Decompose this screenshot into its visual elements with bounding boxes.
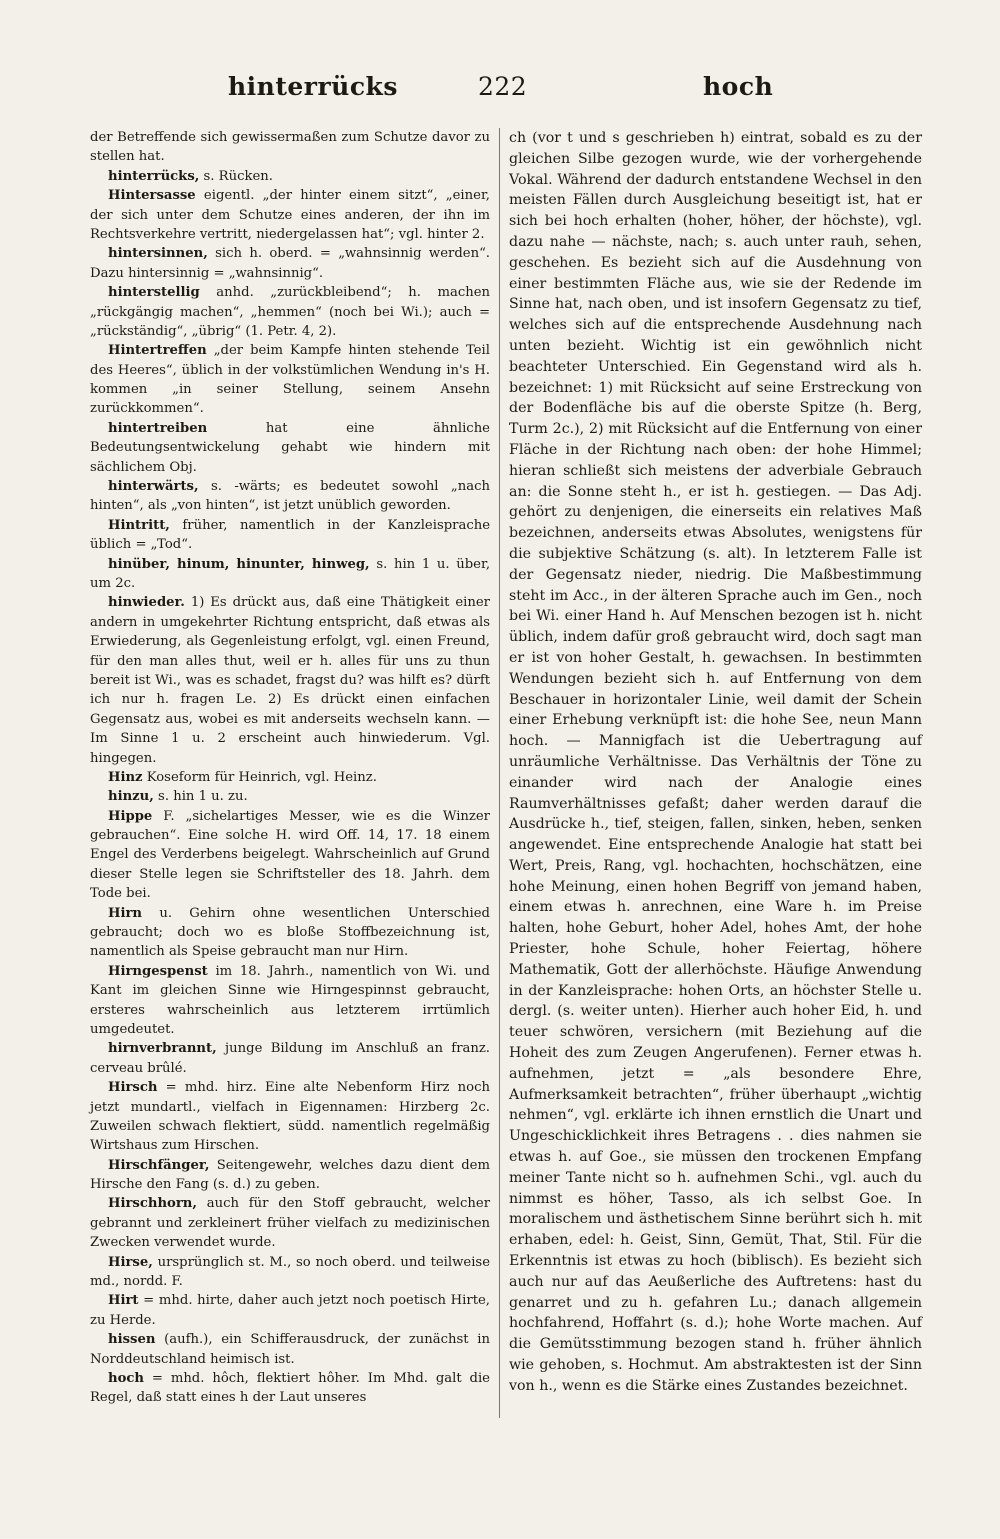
entry-text: der Betreffende sich gewissermaßen zum Schutze davor zu stellen hat. <box>90 130 490 165</box>
entry-text: auch für den Stoff gebraucht, welcher gebrannt und zerkleinert früher vielfach zu medizinischen Zwecken verwendet wurde. <box>90 1196 490 1251</box>
entry-text: ursprünglich st. M., so noch oberd. und teilweise md., nordd. F. <box>90 1254 490 1290</box>
dictionary-entry <box>90 128 490 167</box>
dictionary-entry <box>90 186 490 244</box>
dictionary-entry <box>509 128 922 1397</box>
entry-text: „der beim Kampfe hinten stehende Teil des Heeres“, üblich in der volkstümlichen Wendung in's H. kommen „in seiner Stellung, seinem Ansehn zurückkommen“. <box>90 343 490 417</box>
dictionary-entry <box>90 962 490 1040</box>
entry-headword: Hirngespenst <box>108 963 208 979</box>
dictionary-entry <box>90 419 490 477</box>
entry-text: = mhd. hôch, flektiert hôher. Im Mhd. galt die Regel, daß statt eines h der Laut unseres <box>90 1371 490 1406</box>
entry-headword: Hintertreffen <box>108 343 207 359</box>
dictionary-entry <box>90 787 490 806</box>
dictionary-entry <box>90 904 490 962</box>
entry-text: junge Bildung im Anschluß an franz. cerveau brûlé. <box>90 1041 490 1076</box>
dictionary-entry <box>90 1253 490 1292</box>
entry-headword: hoch <box>108 1371 145 1386</box>
entry-text: Seitengewehr, welches dazu dient dem Hirsche den Fang (s. d.) zu geben. <box>90 1157 490 1193</box>
dictionary-entry <box>90 516 490 555</box>
entry-headword: Hinz <box>108 769 143 785</box>
dictionary-entry <box>90 283 490 341</box>
entry-headword: hinterrücks, <box>108 168 200 184</box>
dictionary-entry <box>90 477 490 516</box>
dictionary-entry <box>90 555 490 594</box>
dictionary-entry <box>90 1194 490 1252</box>
entry-text: früher, namentlich in der Kanzleisprache üblich = „Tod“. <box>90 517 490 553</box>
entry-headword: Hippe <box>108 808 153 824</box>
dictionary-entry <box>90 1369 490 1408</box>
entry-text: hat eine ähnliche Bedeutungsentwickelung gehabt wie hindern mit sächlichem Obj. <box>90 420 490 475</box>
entry-headword: Hirschfänger, <box>108 1157 210 1173</box>
entry-headword: Hirsch <box>108 1080 158 1096</box>
entry-headword: Hintritt, <box>108 517 170 533</box>
entry-text: u. Gehirn ohne wesentlichen Unterschied gebraucht; doch wo es bloße Stoffbezeichnung ist, namentlich als Speise gebraucht man nur Hirn. <box>90 905 490 960</box>
dictionary-entry <box>90 167 490 186</box>
entry-headword: Hintersasse <box>108 188 196 204</box>
dictionary-entry <box>90 768 490 787</box>
entry-headword: hinterwärts, <box>108 479 199 495</box>
entry-text: s. -wärts; es bedeutet sowohl „nach hinten“, als „von hinten“, ist jetzt unüblich geworden. <box>90 479 490 514</box>
entry-text: (aufh.), ein Schifferausdruck, der zunächst in Norddeutschland heimisch ist. <box>90 1332 490 1367</box>
running-head-left: hinterrücks <box>228 72 398 101</box>
entry-text: s. Rücken. <box>199 168 273 184</box>
entry-text: F. „sichelartiges Messer, wie es die Winzer gebrauchen“. Eine solche H. wird Off. 14, 17. 18 einem Engel des Verderbens beigelegt. Wahrscheinlich auf Grund dieser Stelle legen sie Schriftsteller des 18. Jahrh. dem Tode bei. <box>90 808 490 902</box>
dictionary-entry <box>90 1330 490 1369</box>
entry-text: Koseform für Heinrich, vgl. Heinz. <box>142 769 377 785</box>
dictionary-entry <box>90 1291 490 1330</box>
entry-text: 1) Es drückt aus, daß eine Thätigkeit einer andern in umgekehrter Richtung entspricht, daß etwas als Erwiederung, als Gegenleistung erfolgt, vgl. einen Freund, für den man alles thut, weil er h. alles für uns zu thun bereit ist Wi., was es schadet, fragst du? was hilft es? dürft ich nur h. fragen Le. 2) Es drückt einen einfachen Gegensatz aus, wobei es mit anderseits wechseln kann. — Im Sinne 1 u. 2 erscheint auch hinwiederum. Vgl. hingegen. <box>90 595 490 766</box>
entry-headword: hirnverbrannt, <box>108 1041 217 1057</box>
entry-headword: hinüber, hinum, hinunter, hinweg, <box>108 556 370 572</box>
dictionary-entry <box>90 1156 490 1195</box>
page-number: 222 <box>478 72 528 101</box>
entry-headword: hinterstellig <box>108 285 200 301</box>
entry-headword: hintertreiben <box>108 420 208 436</box>
dictionary-entry <box>90 807 490 904</box>
running-head-right: hoch <box>703 72 774 101</box>
entry-headword: hissen <box>108 1332 156 1348</box>
right-column <box>509 128 922 1397</box>
entry-headword: hinzu, <box>108 789 154 805</box>
entry-text: = mhd. hirz. Eine alte Nebenform Hirz noch jetzt mundartl., vielfach in Eigennamen: Hirzberg 2c. Zuweilen schwach flektiert, südd. namentlich regelmäßig Wirtshaus zum Hirschen. <box>90 1080 490 1154</box>
entry-text: anhd. „zurückbleibend“; h. machen „rückgängig machen“, „hemmen“ (noch bei Wi.); auch = „rückständig“, „übrig“ (1. Petr. 4, 2). <box>90 285 490 339</box>
entry-headword: Hirn <box>108 905 143 921</box>
entry-headword: Hirschhorn, <box>108 1196 197 1212</box>
entry-headword: hinwieder. <box>108 595 185 611</box>
dictionary-entry <box>90 341 490 419</box>
entry-headword: Hirt <box>108 1293 139 1309</box>
entry-text: ch (vor t und s geschrieben h) eintrat, sobald es zu der gleichen Silbe gezogen wurde, wie der vorhergehende Vokal. Während der dadurch entstandene Wechsel in den meisten Fällen durch Ausgleichung beseitigt ist, hat er sich bei hoch erhalten (hoher, höher, der höchste), vgl. dazu nahe — nächste, nach; s. auch unter rauh, sehen, geschehen. Es bezieht sich auf die Ausdehnung von einer bestimmten Fläche aus, wie sie der Redende im Sinne hat, nach oben, und ist insofern Gegensatz zu tief, welches sich auf die entsprechende Ausdehnung nach unten bezieht. Wichtig ist ein gewöhnlich nicht beachteter Unterschied. Ein Gegenstand wird als h. bezeichnet: 1) mit Rücksicht auf seine Erstreckung von der Bodenfläche bis auf die oberste Spitze (h. Berg, Turm 2c.), 2) mit Rücksicht auf die Entfernung von einer Fläche in der Richtung nach oben: der hohe Himmel; hieran schließt sich meistens der adverbiale Gebrauch an: die Sonne steht h., er ist h. gestiegen. — Das Adj. gehört zu denjenigen, die einerseits ein relatives Maß bezeichnen, anderseits etwas Absolutes, wenigstens für die subjektive Schätzung (s. alt). In letzterem Falle ist der Gegensatz nieder, niedrig. Die Maßbestimmung steht im Acc., in der älteren Sprache auch im Gen., noch bei Wi. einer Hand h. Auf Menschen bezogen ist h. nicht üblich, indem dafür groß gebraucht wird, doch sagt man er ist von hoher Gestalt, h. gewachsen. In bestimmten Wendungen bezieht sich h. auf Entfernung von dem Beschauer in horizontaler Linie, weil damit der Schein einer Erhebung verknüpft ist: die hohe See, neun Mann hoch. — Mannigfach ist die Uebertragung auf unräumliche Verhältnisse. Das Verhältnis der Töne zu einander wird nach der Analogie eines Raumverhältnisses gefaßt; daher werden darauf die Ausdrücke h., tief, steigen, fallen, sinken, heben, senken angewendet. Eine entsprechende Analogie hat statt bei Wert, Preis, Rang, vgl. hochachten, hochschätzen, eine hohe Meinung, einen hohen Begriff von jemand haben, einem etwas h. anrechnen, eine Ware h. im Preise halten, hohe Geburt, hoher Adel, hohes Amt, der hohe Priester, hohe Schule, hoher Feiertag, höhere Mathematik, Gott der allerhöchste. Häufige Anwendung in der Kanzleisprache: hohen Orts, an höchster Stelle u. dergl. (s. weiter unten). Hierher auch hoher Eid, h. und teuer schwören, versichern (mit Beziehung auf die Hoheit des zum Zeugen Angerufenen). Ferner etwas h. aufnehmen, jetzt = „als besondere Ehre, Aufmerksamkeit betrachten“, früher überhaupt „wichtig nehmen“, vgl. erklärte ich ihnen ernstlich die Unart und Ungeschicklichkeit ihres Betragens . . dies nahmen sie etwas h. auf Goe., sie müssen den trockenen Empfang meiner Tante nicht so h. aufnehmen Schi., vgl. auch du nimmst es höher, Tasso, als ich selbst Goe. In moralischem und ästhetischem Sinne berührt sich h. mit erhaben, edel: h. Geist, Sinn, Gemüt, That, Stil. Für die Erkenntnis ist etwas zu hoch (biblisch). Es bezieht sich auch nur auf das Aeußerliche des Auftretens: hast du genarret und zu h. gefahren Lu.; danach allgemein hochfahrend, Hoffahrt (s. d.); hohe Worte machen. Auf die Gemütsstimmung bezogen stand h. früher ähnlich wie gehoben, s. Hochmut. Am abstraktesten ist der Sinn von h., wenn es die Stärke eines Zustandes bezeichnet. <box>509 130 922 1394</box>
entry-text: sich h. oberd. = „wahnsinnig werden“. Dazu hintersinnig = „wahnsinnig“. <box>90 246 490 281</box>
entry-headword: Hirse, <box>108 1254 153 1270</box>
dictionary-entry <box>90 593 490 768</box>
left-column <box>90 128 490 1408</box>
entry-headword: hintersinnen, <box>108 246 208 262</box>
dictionary-entry <box>90 244 490 283</box>
entry-text: = mhd. hirte, daher auch jetzt noch poetisch Hirte, zu Herde. <box>90 1293 490 1328</box>
entry-text: im 18. Jahrh., namentlich von Wi. und Kant im gleichen Sinne wie Hirngespinnst gebraucht, ersteres wahrscheinlich aus letzterem irrtümlich umgedeutet. <box>90 963 490 1037</box>
dictionary-entry <box>90 1039 490 1078</box>
entry-text: s. hin 1 u. über, um 2c. <box>90 556 491 591</box>
column-divider <box>499 128 500 1418</box>
entry-text: eigentl. „der hinter einem sitzt“, „einer, der sich unter dem Schutze eines anderen, der ihn im Rechtsverkehre vertritt, niedergelassen hat“; vgl. hinter 2. <box>90 188 490 242</box>
entry-text: s. hin 1 u. zu. <box>153 789 248 805</box>
dictionary-entry <box>90 1078 490 1156</box>
